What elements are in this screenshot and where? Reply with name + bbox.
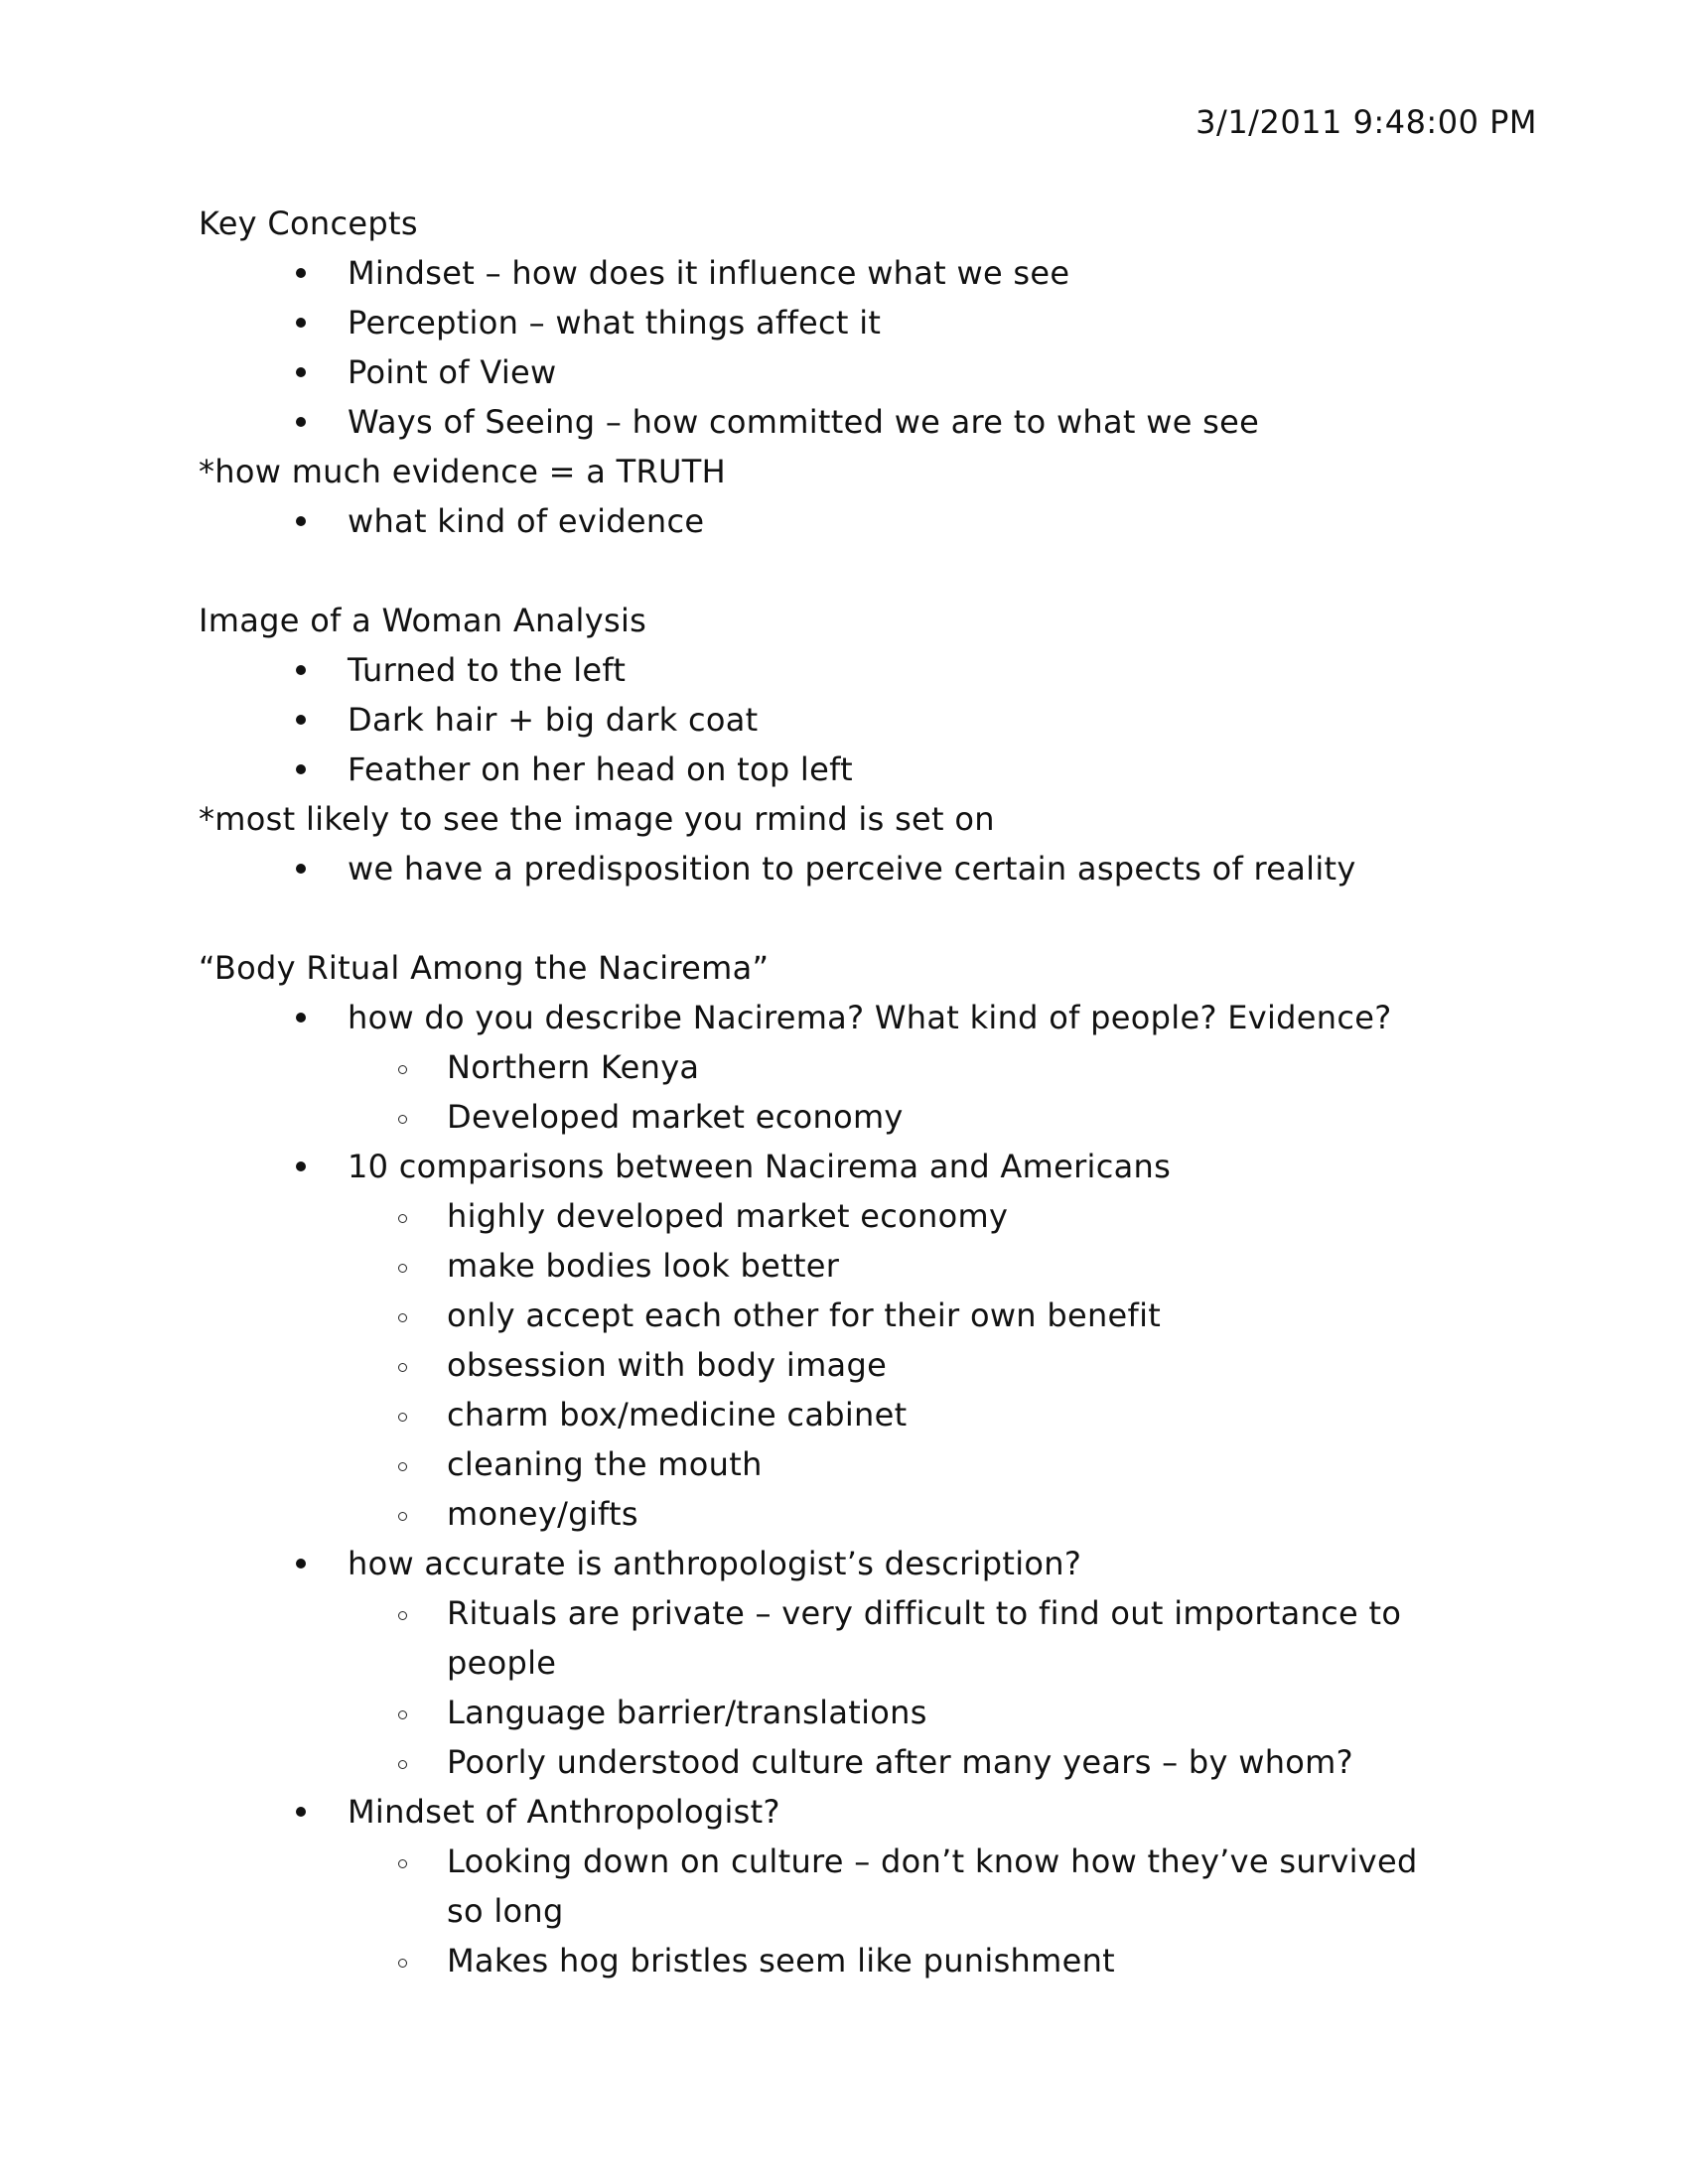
circle-bullet-icon <box>398 1611 407 1620</box>
sub-list-item-continuation: so long <box>447 1892 564 1930</box>
sub-list-item: only accept each other for their own benefit <box>199 1291 1509 1340</box>
sub-list-item: charm box/medicine cabinet <box>199 1390 1509 1439</box>
sub-list-item: Developed market economy <box>199 1092 1509 1142</box>
bullet-icon <box>296 516 306 526</box>
list-item: we have a predisposition to perceive certain aspects of reality <box>199 844 1509 893</box>
sub-list-item: Rituals are private – very difficult to find out importance to <box>199 1588 1509 1638</box>
list-item: Ways of Seeing – how committed we are to what we see <box>199 397 1509 447</box>
circle-bullet-icon <box>398 1115 407 1124</box>
circle-bullet-icon <box>398 1413 407 1422</box>
sub-list-item: Looking down on culture – don’t know how they’ve survived <box>199 1837 1509 1886</box>
circle-bullet-icon <box>398 1512 407 1521</box>
sub-list-item: cleaning the mouth <box>199 1439 1509 1489</box>
circle-bullet-icon <box>398 1264 407 1273</box>
list-item: Feather on her head on top left <box>199 745 1509 794</box>
bullet-icon <box>296 1559 306 1569</box>
circle-bullet-icon <box>398 1859 407 1868</box>
circle-bullet-icon <box>398 1313 407 1322</box>
list-item: Turned to the left <box>199 645 1509 695</box>
sub-list-item: make bodies look better <box>199 1241 1509 1291</box>
bullet-icon <box>296 417 306 427</box>
list-item: Mindset of Anthropologist? <box>199 1787 1509 1837</box>
list-item: Point of View <box>199 347 1509 397</box>
bullet-icon <box>296 715 306 725</box>
bullet-icon <box>296 268 306 278</box>
bullet-icon <box>296 367 306 377</box>
sub-list-item: highly developed market economy <box>199 1191 1509 1241</box>
note-line: *most likely to see the image you rmind is set on <box>199 800 995 838</box>
section-heading-image-analysis: Image of a Woman Analysis <box>199 602 647 639</box>
note-line: *how much evidence = a TRUTH <box>199 453 726 490</box>
list-item: Mindset – how does it influence what we see <box>199 248 1509 298</box>
notes-content <box>199 199 1509 1985</box>
sub-list-item: Language barrier/translations <box>199 1688 1509 1737</box>
circle-bullet-icon <box>398 1214 407 1223</box>
list-item: Dark hair + big dark coat <box>199 695 1509 745</box>
circle-bullet-icon <box>398 1710 407 1719</box>
circle-bullet-icon <box>398 1462 407 1471</box>
bullet-icon <box>296 864 306 874</box>
bullet-icon <box>296 1161 306 1171</box>
section-heading-key-concepts: Key Concepts <box>199 205 418 242</box>
list-item: 10 comparisons between Nacirema and Americans <box>199 1142 1509 1191</box>
circle-bullet-icon <box>398 1363 407 1372</box>
bullet-icon <box>296 1807 306 1817</box>
circle-bullet-icon <box>398 1065 407 1074</box>
bullet-icon <box>296 665 306 675</box>
list-item: how do you describe Nacirema? What kind of people? Evidence? <box>199 993 1509 1042</box>
sub-list-item: obsession with body image <box>199 1340 1509 1390</box>
bullet-icon <box>296 1013 306 1023</box>
sub-list-item: Poorly understood culture after many years – by whom? <box>199 1737 1509 1787</box>
sub-list-item-continuation: people <box>447 1644 557 1682</box>
list-item: how accurate is anthropologist’s description? <box>199 1539 1509 1588</box>
bullet-icon <box>296 764 306 774</box>
circle-bullet-icon <box>398 1760 407 1769</box>
sub-list-item: Makes hog bristles seem like punishment <box>199 1936 1509 1985</box>
list-item: Perception – what things affect it <box>199 298 1509 347</box>
list-item: what kind of evidence <box>199 496 1509 546</box>
bullet-icon <box>296 318 306 328</box>
sub-list-item: money/gifts <box>199 1489 1509 1539</box>
circle-bullet-icon <box>398 1959 407 1968</box>
timestamp: 3/1/2011 9:48:00 PM <box>1196 103 1537 141</box>
sub-list-item: Northern Kenya <box>199 1042 1509 1092</box>
section-heading-body-ritual: “Body Ritual Among the Nacirema” <box>199 949 770 987</box>
